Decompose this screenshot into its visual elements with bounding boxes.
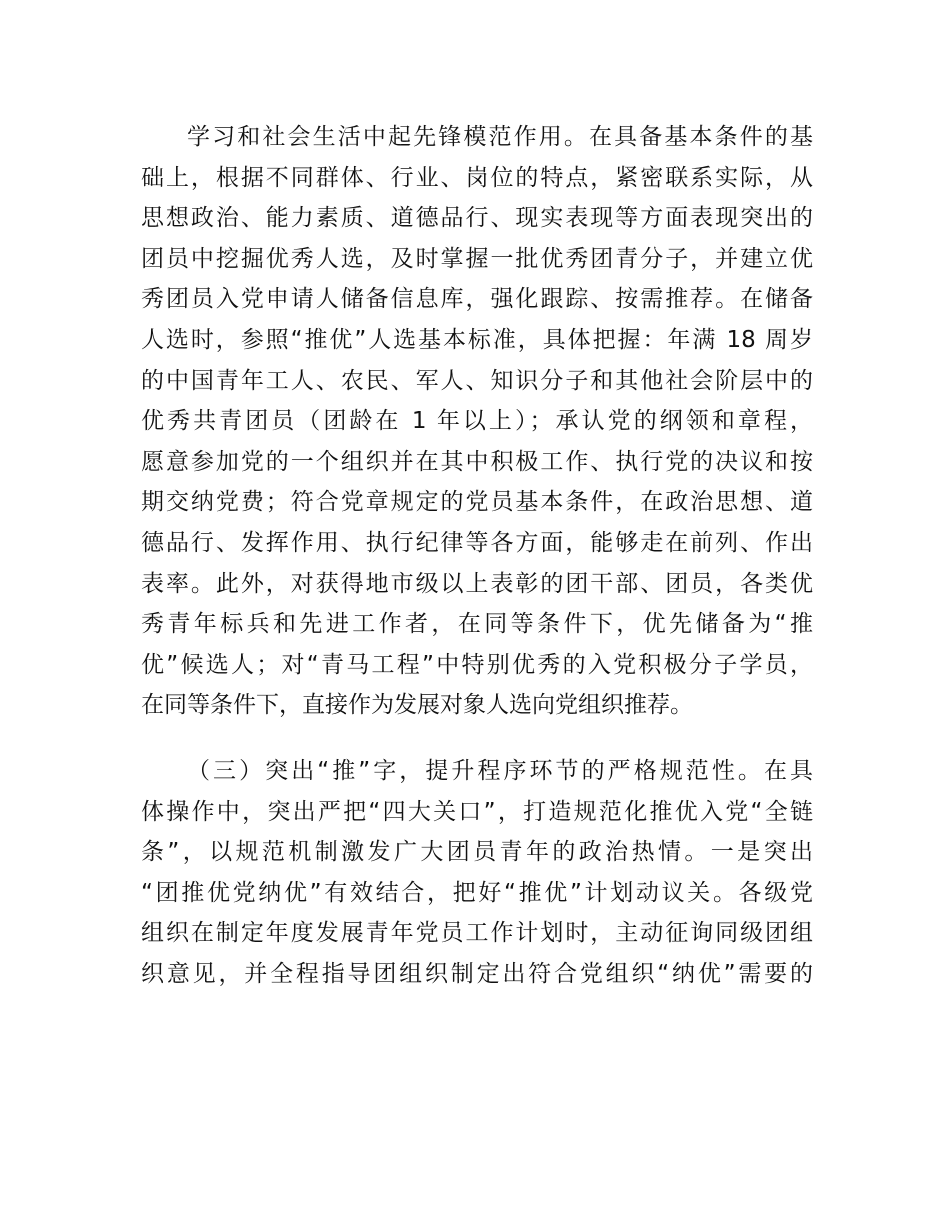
paragraph-1	[141, 117, 813, 726]
paragraph-line: 德品行、发挥作用、执行纪律等各方面，能够走在前列、作出	[141, 529, 813, 556]
paragraph-line: 优秀共青团员（团龄在 1 年以上）；承认党的纲领和章程，	[141, 408, 813, 435]
paragraph-line: “团推优党纳优”有效结合，把好“推优”计划动议关。各级党	[141, 879, 813, 906]
paragraph-line: 优”候选人；对“青马工程”中特别优秀的入党积极分子学员，	[141, 651, 813, 678]
paragraph-line: 团员中挖掘优秀人选，及时掌握一批优秀团青分子，并建立优	[141, 245, 813, 272]
paragraph-line: 思想政治、能力素质、道德品行、现实表现等方面表现突出的	[141, 205, 813, 232]
paragraph-line: 期交纳党费；符合党章规定的党员基本条件，在政治思想、道	[141, 489, 813, 516]
paragraph-line: 条”，以规范机制激发广大团员青年的政治热情。一是突出	[141, 839, 813, 866]
paragraph-line: 组织在制定年度发展青年党员工作计划时，主动征询同级团组	[141, 920, 813, 947]
paragraph-line: 础上，根据不同群体、行业、岗位的特点，紧密联系实际，从	[141, 164, 813, 191]
paragraph-line: 体操作中，突出严把“四大关口”，打造规范化推优入党“全链	[141, 798, 813, 825]
paragraph-line: 学习和社会生活中起先锋模范作用。在具备基本条件的基	[187, 124, 813, 150]
paragraph-line: 的中国青年工人、农民、军人、知识分子和其他社会阶层中的	[141, 367, 813, 394]
paragraph-line: （三）突出“推”字，提升程序环节的严格规范性。在具	[187, 758, 813, 784]
paragraph-2	[141, 751, 813, 995]
paragraph-line: 表率。此外，对获得地市级以上表彰的团干部、团员，各类优	[141, 570, 813, 597]
paragraph-line: 秀团员入党申请人储备信息库，强化跟踪、按需推荐。在储备	[141, 286, 813, 313]
paragraph-line: 织意见，并全程指导团组织制定出符合党组织“纳优”需要的	[141, 960, 813, 987]
paragraph-line: 人选时，参照“推优”人选基本标准，具体把握：年满 18 周岁	[141, 326, 813, 353]
paragraph-line: 在同等条件下，直接作为发展对象人选向党组织推荐。	[141, 692, 693, 719]
paragraph-line: 秀青年标兵和先进工作者，在同等条件下，优先储备为“推	[141, 611, 813, 638]
paragraph-line: 愿意参加党的一个组织并在其中积极工作、执行党的决议和按	[141, 448, 813, 475]
